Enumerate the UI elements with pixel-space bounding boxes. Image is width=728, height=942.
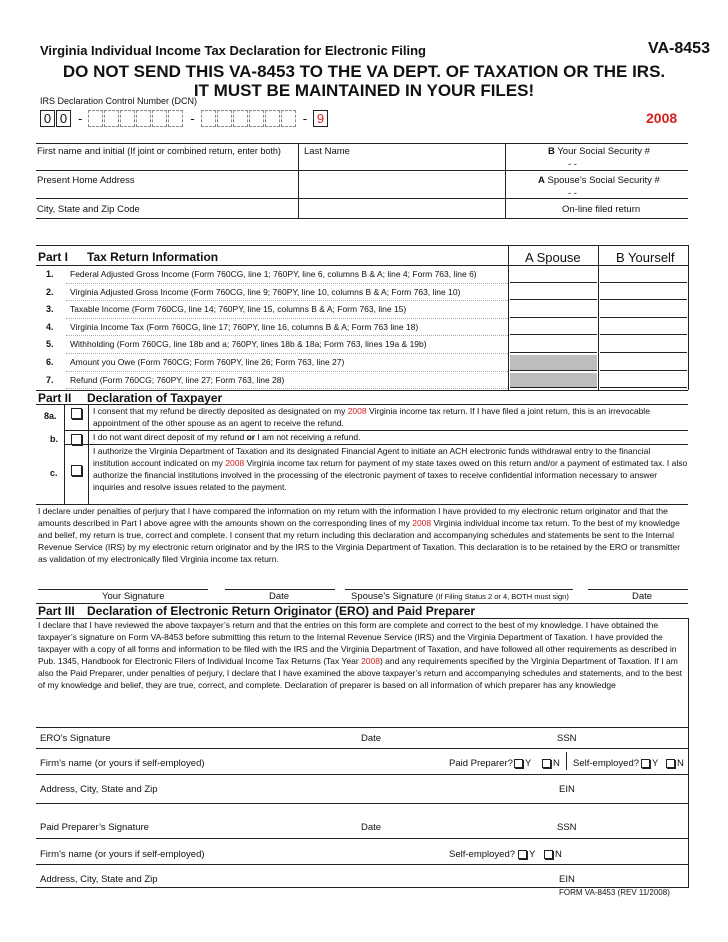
spouse-amount-field[interactable] xyxy=(510,320,597,336)
ach-withdrawal-checkbox[interactable] xyxy=(71,465,82,476)
checkbox-icon xyxy=(544,850,553,859)
col-a-header: A Spouse xyxy=(525,250,581,265)
date-label-1: Date xyxy=(269,591,290,602)
warning-line-2: IT MUST BE MAINTAINED IN YOUR FILES! xyxy=(193,81,535,100)
item-8a-number: 8a. xyxy=(44,411,57,421)
item-c-number: c. xyxy=(50,468,58,478)
dcn-box[interactable] xyxy=(168,110,183,127)
checkbox-icon xyxy=(542,759,551,768)
yourself-amount-field[interactable] xyxy=(600,285,687,301)
line-description: Virginia Adjusted Gross Income (Form 760CG, line 9; 760PY, line 10, columns B & A; Form 763, line 10) xyxy=(70,286,461,297)
dcn-box[interactable] xyxy=(136,110,151,127)
line-number: 7. xyxy=(46,374,54,385)
preparer-self-employed-question: Self-employed? xyxy=(449,849,516,860)
city-field[interactable]: City, State and Zip Code xyxy=(37,204,140,215)
dcn-box[interactable] xyxy=(265,110,280,127)
line-description: Refund (Form 760CG; 760PY, line 27; Form 763, line 28) xyxy=(70,374,285,385)
dcn-dash-1: - xyxy=(78,110,83,126)
divider xyxy=(36,170,688,171)
line-number: 6. xyxy=(46,357,54,367)
ero-signature-field[interactable] xyxy=(36,748,688,749)
part1-line xyxy=(36,319,688,337)
divider xyxy=(566,752,567,770)
divider xyxy=(36,198,688,199)
checkbox-icon xyxy=(514,759,523,768)
preparer-firm-label: Firm’s name (or yours if self-employed) xyxy=(40,849,205,860)
divider xyxy=(36,143,688,144)
ero-self-employed-question: Self-employed? xyxy=(573,758,640,769)
your-ssn-dashes: - - xyxy=(568,159,577,170)
your-signature-label: Your Signature xyxy=(102,591,165,602)
form-revision: FORM VA-8453 (REV 11/2008) xyxy=(559,888,670,897)
date-line-1[interactable] xyxy=(225,589,335,590)
date-label-2: Date xyxy=(632,591,653,602)
checkbox-icon xyxy=(666,759,675,768)
part1-line xyxy=(36,372,688,390)
dcn-box[interactable] xyxy=(201,110,216,127)
part1-label: Part I xyxy=(38,250,69,264)
line-number: 1. xyxy=(46,269,54,279)
ssn-a-prefix: A xyxy=(538,175,545,186)
paid-preparer-yes[interactable]: Y xyxy=(514,758,531,769)
part2-title: Declaration of Taxpayer xyxy=(87,391,223,405)
divider xyxy=(36,727,688,728)
home-address-field[interactable]: Present Home Address xyxy=(37,175,135,186)
your-ssn-field[interactable] xyxy=(548,146,650,157)
item-c-text: I authorize the Virginia Department of Taxation and its designated Financial Agent to initiate an ACH electronic funds withdrawal entry to the financial institution account indicated on my 2008 Virginia income tax return for payment of my state taxes owed on this return and/or a payment of estimated tax. I also authorize the financial institutions involved in the processing of the electronic payment of taxes to receive confidential information necessary to answer inquiries and resolve issues related to the payment. xyxy=(93,446,688,492)
yourself-amount-field[interactable] xyxy=(600,337,687,353)
line-description: Amount you Owe (Form 760CG; Form 760PY, line 26; Form 763, line 27) xyxy=(70,357,345,367)
last-name-field[interactable]: Last Name xyxy=(304,146,350,157)
part2-label: Part II xyxy=(38,391,72,405)
first-name-label: First name and initial xyxy=(37,146,125,157)
direct-deposit-checkbox[interactable] xyxy=(71,408,82,419)
ero-self-employed-no[interactable]: N xyxy=(666,758,684,769)
first-name-field[interactable] xyxy=(37,146,281,157)
yourself-amount-field[interactable] xyxy=(600,373,687,389)
ero-ssn-label: SSN xyxy=(557,733,577,744)
ssn-a-label: Spouse’s Social Security # xyxy=(547,175,660,186)
dcn-label: IRS Declaration Control Number (DCN) xyxy=(40,96,198,106)
line-description: Virginia Income Tax (Form 760CG, line 17; 760PY, line 16, columns B & A; Form 763 line 18) xyxy=(70,321,419,332)
ero-address-field[interactable] xyxy=(36,803,688,804)
date-line-2[interactable] xyxy=(588,589,688,590)
paid-preparer-signature-field[interactable] xyxy=(36,838,688,839)
divider xyxy=(505,143,506,218)
dcn-box[interactable] xyxy=(88,110,103,127)
dcn-box[interactable] xyxy=(104,110,119,127)
divider xyxy=(88,404,89,504)
yourself-amount-field[interactable] xyxy=(600,355,687,371)
ssn-b-prefix: B xyxy=(548,146,555,157)
part3-title: Declaration of Electronic Return Originator (ERO) and Paid Preparer xyxy=(87,604,476,618)
item-8a-text: I consent that my refund be directly deposited as designated on my 2008 Virginia income tax return. If I have filed a joint return, this is an irrevocable appointment of the other spouse as an agent to receive the refund. xyxy=(93,406,650,428)
dcn-digit-9: 9 xyxy=(313,110,328,127)
line-number: 5. xyxy=(46,339,54,350)
ssn-b-label: Your Social Security # xyxy=(557,146,650,157)
divider xyxy=(64,404,65,504)
item-b-text: I do not want direct deposit of my refund or I am not receiving a refund. xyxy=(93,432,361,442)
part1-line xyxy=(36,336,688,354)
perjury-declaration: I declare under penalties of perjury that I have compared the information on my return with the information I have provided to my electronic return originator and that the amounts described in Part I above agree with the amounts shown on the corresponding lines of my 2008 Virginia individual income tax return. To the best of my knowledge and belief, my return is true, correct and complete. I consent that my return including this declaration and accompanying schedules and statements be sent to the Internal Revenue Service (IRS) by my electronic return originator and by the IRS to the Virginia Department of Taxation. This declaration is to be retained by the ERO or transmitter as validation of my electronically filed Virginia income tax return. xyxy=(38,506,681,564)
spouse-amount-field[interactable] xyxy=(510,373,597,389)
dcn-box[interactable] xyxy=(249,110,264,127)
yourself-amount-field[interactable] xyxy=(600,302,687,318)
online-filed-label: On-line filed return xyxy=(562,204,641,215)
checkbox-icon xyxy=(518,850,527,859)
preparer-date-label: Date xyxy=(361,822,382,833)
ero-self-employed-yes[interactable]: Y xyxy=(641,758,658,769)
preparer-ssn-label: SSN xyxy=(557,822,577,833)
spouse-ssn-field[interactable] xyxy=(538,175,660,186)
part1-line xyxy=(36,266,688,284)
spouse-amount-field[interactable] xyxy=(510,285,597,301)
checkbox-icon xyxy=(641,759,650,768)
spouse-amount-field[interactable] xyxy=(510,337,597,353)
form-id: VA-8453 xyxy=(648,40,710,57)
part3-label: Part III xyxy=(38,604,75,618)
ero-firm-label: Firm’s name (or yours if self-employed) xyxy=(40,758,205,769)
dcn-box[interactable] xyxy=(152,110,167,127)
paid-preparer-no[interactable]: N xyxy=(542,758,560,769)
tax-year: 2008 xyxy=(646,110,678,126)
ero-date-label: Date xyxy=(361,733,382,744)
dcn-dash-2: - xyxy=(190,110,195,126)
preparer-ein-label: EIN xyxy=(559,874,575,885)
warning-banner xyxy=(40,62,688,100)
divider xyxy=(298,143,299,218)
dcn-box[interactable] xyxy=(281,110,296,127)
paid-preparer-signature-label: Paid Preparer’s Signature xyxy=(40,822,149,833)
part1-line xyxy=(36,301,688,319)
line-number: 2. xyxy=(46,286,54,297)
paid-preparer-question: Paid Preparer? xyxy=(449,758,513,769)
divider xyxy=(688,245,689,390)
ero-declaration: I declare that I have reviewed the above taxpayer’s return and that the entries on this form are complete and correct to the best of my knowledge. I have obtained the taxpayer’s signature on Form VA-8453 before submitting this return to the Internal Revenue Service (IRS) and the Virginia Department of Taxation. I have provided the taxpayer with a copy of all forms and information to be filed with the IRS and the Virginia Department of Taxation, and have followed all other requirements as described in Pub. 1345, Handbook for Electronic Filers of Individual Income Tax Returns (Tax Year 2008) and any requirements specified by the Virginia Department of Taxation. If I am also the Paid Preparer, under penalties of perjury, I declare that I have examined the above taxpayer’s return and accompanying schedules and statements, and to the best of my knowledge and belief, they are true, correct, and complete. Declaration of preparer is based on all information of which preparer has any knowledge xyxy=(38,620,683,690)
preparer-self-employed-no[interactable]: N xyxy=(544,849,562,860)
spouse-signature-line[interactable] xyxy=(345,589,573,590)
line-description: Withholding (Form 760CG, line 18b and a; 760PY, lines 18b & 18a; Form 763, lines 19a & 19b) xyxy=(70,339,427,350)
preparer-self-employed-yes[interactable]: Y xyxy=(518,849,535,860)
part1-line xyxy=(36,284,688,302)
part1-title: Tax Return Information xyxy=(87,250,219,264)
spouse-amount-field[interactable] xyxy=(510,302,597,318)
dcn-box[interactable] xyxy=(217,110,232,127)
dcn-dash-3: - xyxy=(302,110,308,126)
preparer-firm-field[interactable] xyxy=(36,864,688,865)
divider xyxy=(688,618,689,888)
yourself-amount-field[interactable] xyxy=(600,320,687,336)
preparer-address-label: Address, City, State and Zip xyxy=(40,874,158,885)
item-b-number: b. xyxy=(50,434,58,444)
col-b-header: B Yourself xyxy=(616,250,675,265)
spouse-amount-field[interactable] xyxy=(510,267,597,283)
dcn-digit-2: 0 xyxy=(56,110,71,127)
dcn-box[interactable] xyxy=(233,110,248,127)
ero-address-label: Address, City, State and Zip xyxy=(40,784,158,795)
ero-firm-field[interactable] xyxy=(36,774,688,775)
dcn-field[interactable] xyxy=(40,109,329,127)
part1-line xyxy=(36,354,688,372)
divider xyxy=(36,245,688,246)
form-title: Virginia Individual Income Tax Declaration for Electronic Filing xyxy=(40,43,426,58)
spouse-signature-label: Spouse’s Signature (If Filing Status 2 or 4, BOTH must sign) xyxy=(351,591,569,602)
yourself-amount-field[interactable] xyxy=(600,267,687,283)
dcn-box[interactable] xyxy=(120,110,135,127)
ero-signature-label: ERO’s Signature xyxy=(40,733,111,744)
warning-line-1: DO NOT SEND THIS VA-8453 TO THE VA DEPT. OF TAXATION OR THE IRS. xyxy=(62,62,666,81)
dcn-digit-1: 0 xyxy=(40,110,55,127)
spouse-amount-field[interactable] xyxy=(510,355,597,371)
line-description: Federal Adjusted Gross Income (Form 760CG, line 1; 760PY, line 6, columns B & A; line 4; Form 763, line 6) xyxy=(70,269,477,279)
divider xyxy=(36,218,688,219)
line-number: 3. xyxy=(46,304,54,315)
your-signature-line[interactable] xyxy=(38,589,208,590)
line-description: Taxable Income (Form 760CG, line 14; 760PY, line 15, columns B & A; Form 763, line 15) xyxy=(70,304,407,315)
spouse-ssn-dashes: - - xyxy=(568,188,577,199)
line-number: 4. xyxy=(46,321,54,332)
ero-ein-label: EIN xyxy=(559,784,575,795)
first-name-note: (If joint or combined return, enter both) xyxy=(127,146,281,156)
